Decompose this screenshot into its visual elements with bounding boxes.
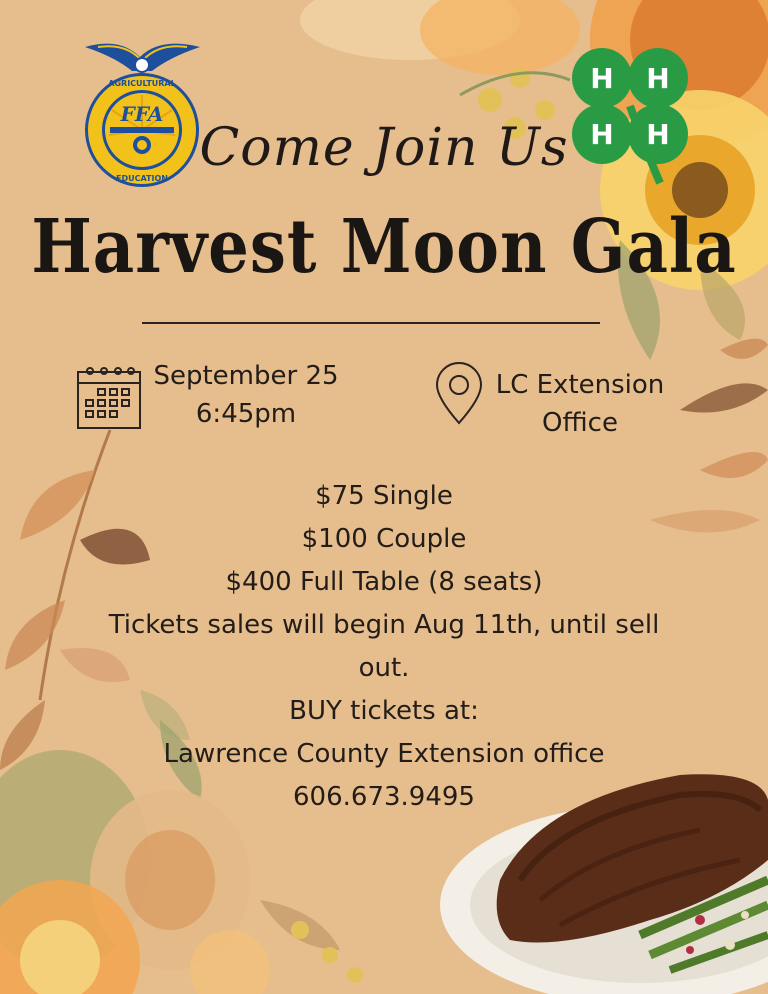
ffa-ring-top: AGRICULTURAL: [108, 79, 176, 88]
ticket-info: [60, 475, 708, 819]
clover-h-1: H: [590, 62, 614, 95]
event-date: September 25: [153, 361, 339, 391]
event-time: 6:45pm: [195, 399, 297, 429]
location-line-2: Office: [542, 408, 618, 438]
price-couple: $100 Couple: [301, 524, 467, 554]
clover-h-2: H: [646, 62, 670, 95]
ffa-ring-bottom: EDUCATION: [116, 174, 168, 183]
title-divider: [142, 322, 600, 324]
sales-line-1: Tickets sales will begin Aug 11th, until sell: [108, 610, 660, 640]
buy-place: Lawrence County Extension office: [163, 739, 605, 769]
ffa-letters: FFA: [120, 102, 164, 126]
clover-h-3: H: [590, 118, 614, 151]
event-title: Harvest Moon Gala: [31, 204, 737, 291]
event-location: [490, 366, 670, 442]
calendar-icon: [76, 365, 142, 431]
clover-h-4: H: [646, 118, 670, 151]
come-join-us-heading: Come Join Us: [199, 118, 569, 178]
buy-label: BUY tickets at:: [289, 696, 479, 726]
location-line-1: LC Extension: [495, 370, 665, 400]
location-pin-icon: [432, 360, 486, 426]
price-single: $75 Single: [315, 481, 453, 511]
event-datetime: [146, 357, 346, 433]
phone-number: 606.673.9495: [293, 782, 475, 812]
sales-line-2: out.: [358, 653, 410, 683]
price-table: $400 Full Table (8 seats): [225, 567, 543, 597]
